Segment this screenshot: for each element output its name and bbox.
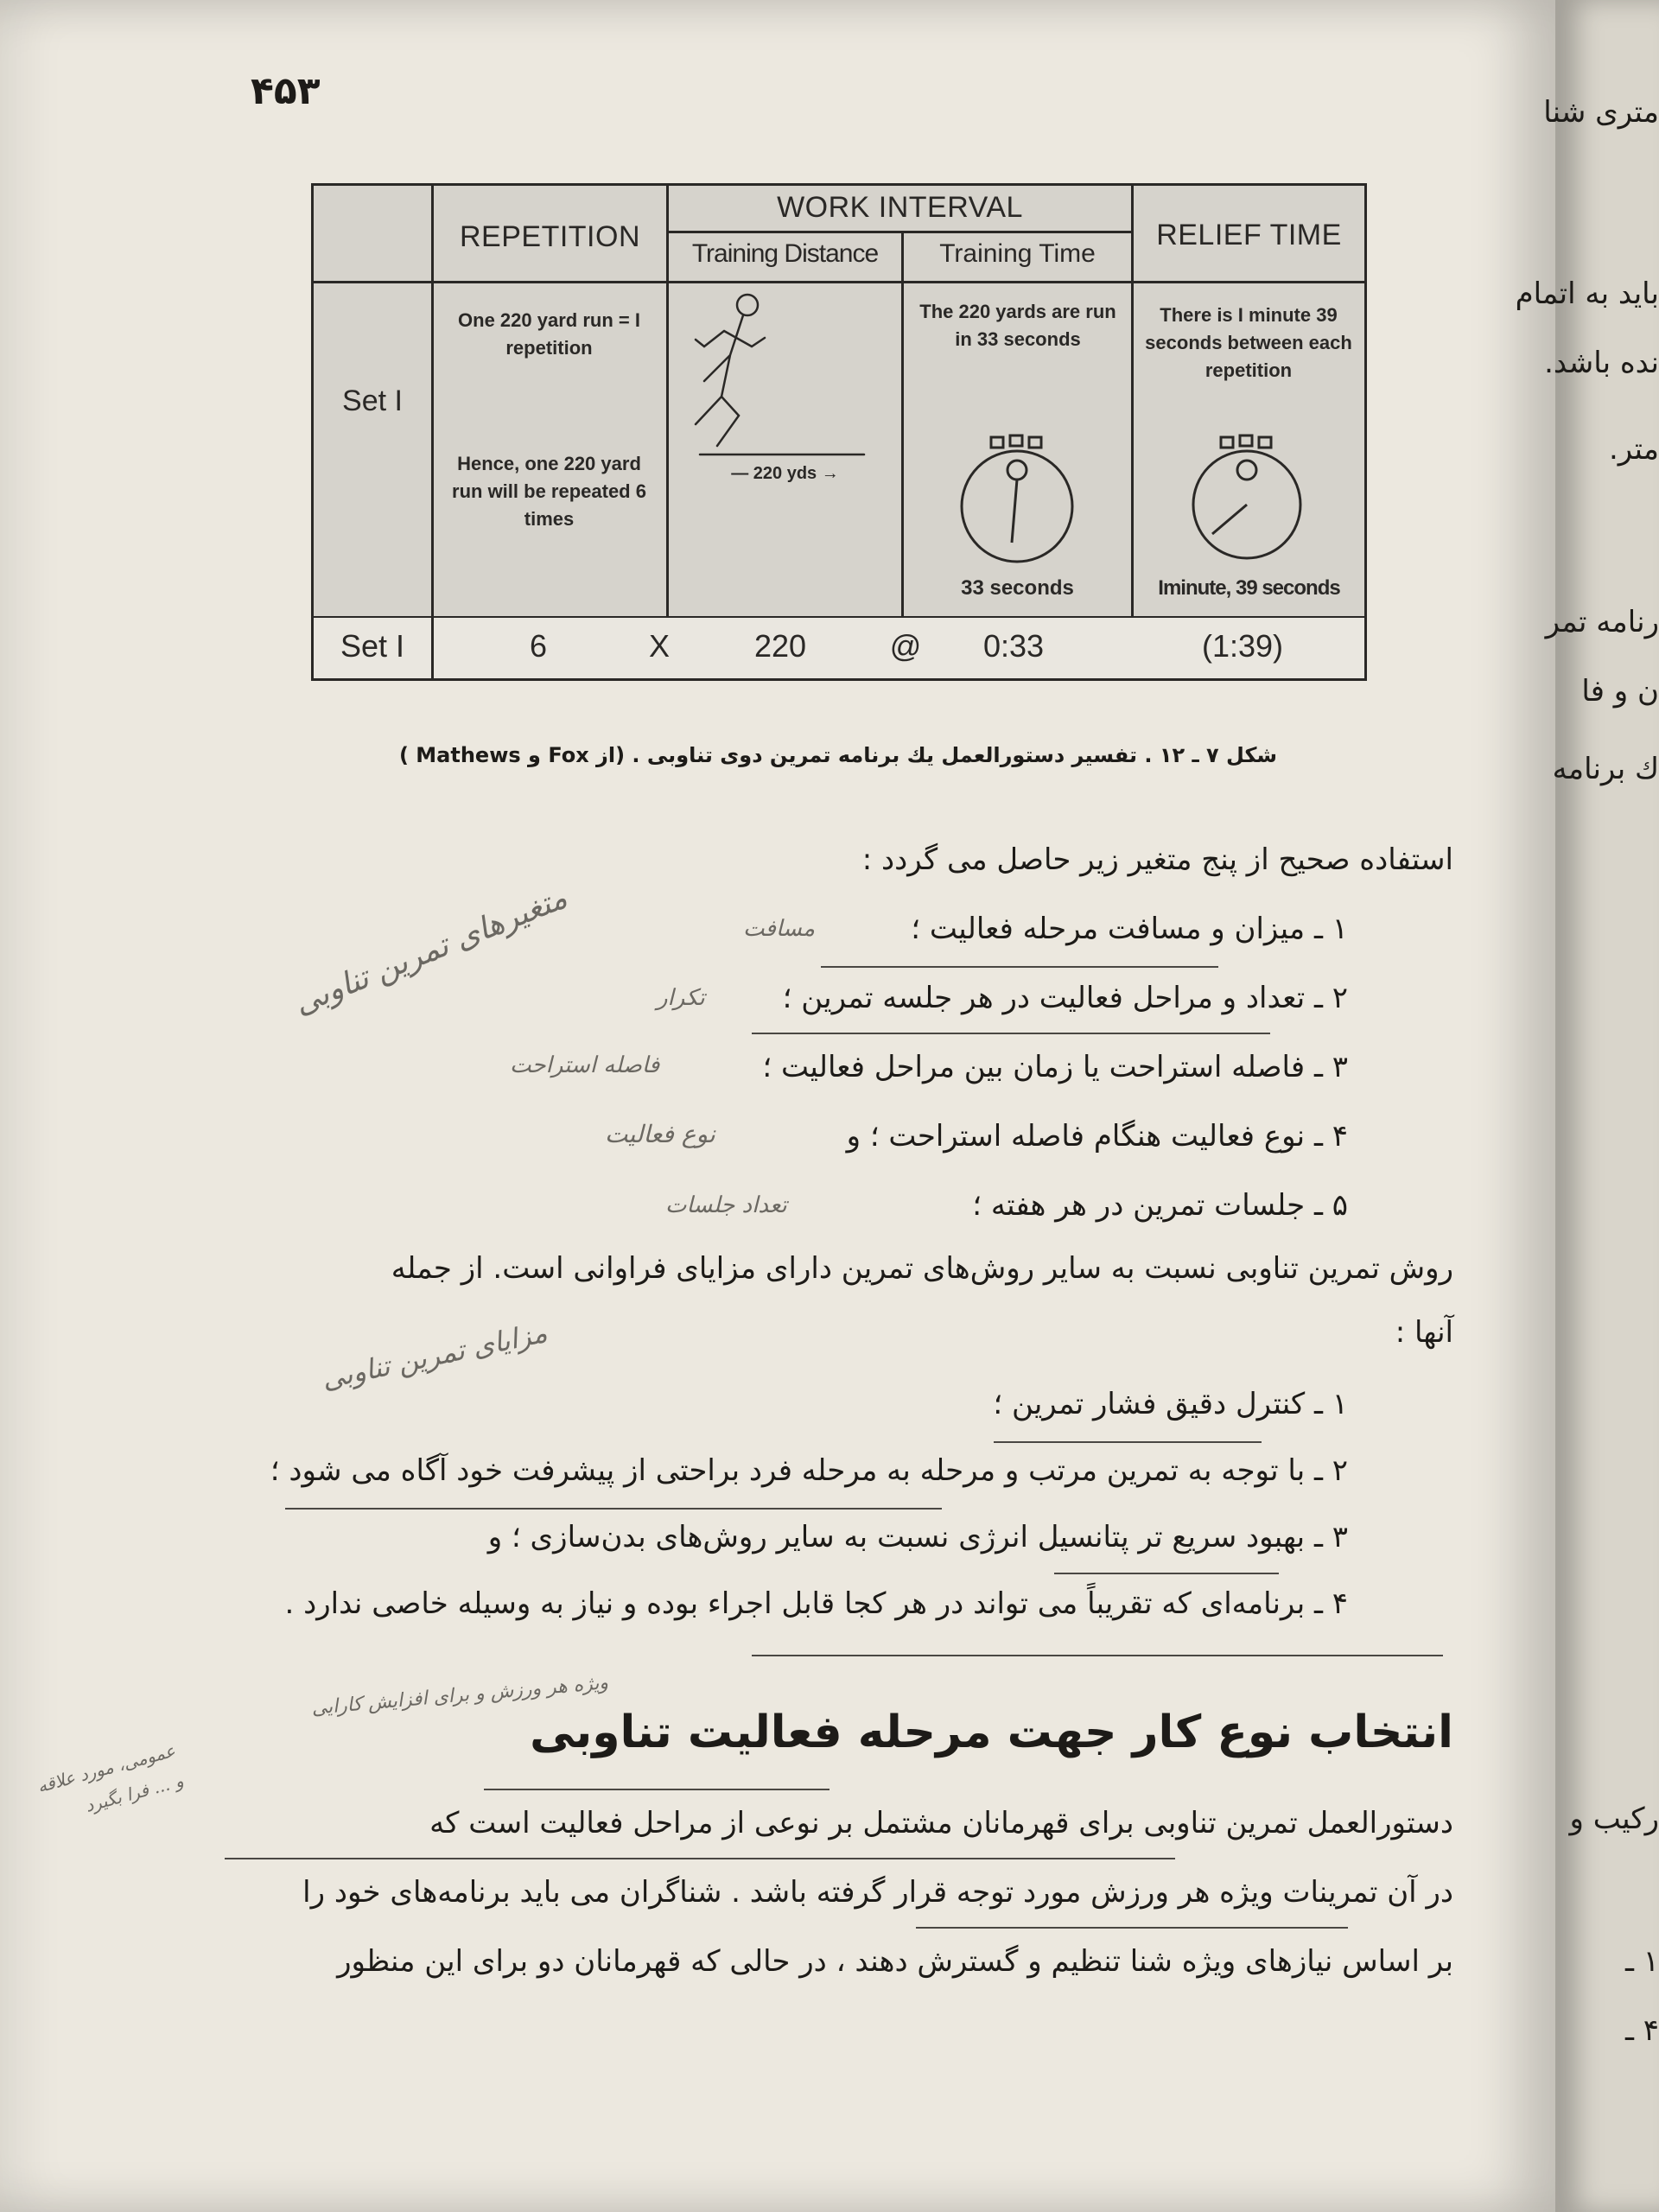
header-relief-time: RELIEF TIME: [1156, 219, 1342, 251]
handwritten-note: فاصله استراحت: [510, 1052, 660, 1078]
advantage-item: ۳ ـ بهبود سریع تر پتانسیل انرژی نسبت به سایر روش‌های بدن‌سازی ؛ و: [487, 1520, 1348, 1554]
pencil-underline: [752, 1655, 1443, 1656]
handwritten-note: ویژه هر ورزش و برای افزایش کارایی: [310, 1672, 609, 1719]
relief-time-value: Iminute, 39 seconds: [1158, 576, 1340, 600]
facing-page-text: متر.: [1608, 432, 1659, 467]
facing-page-text: ۱ ـ: [1624, 1944, 1659, 1979]
header-training-distance: Training Distance: [691, 239, 879, 268]
summary-time: 0:33: [982, 628, 1045, 664]
advantage-item: ۱ ـ کنترل دقیق فشار تمرین ؛: [993, 1387, 1348, 1421]
pencil-underline: [1054, 1573, 1279, 1574]
facing-page: [1515, 0, 1659, 2212]
repetition-text-1: One 220 yard run = I repetition: [458, 309, 640, 359]
pencil-underline: [821, 966, 1218, 968]
relief-time-text: There is I minute 39 seconds between each repetition: [1145, 304, 1352, 381]
advantage-item: ۴ ـ برنامه‌ای که تقریباً می تواند در هر کجا قابل اجراء بوده و نیاز به وسیله خاصی ندارد .: [284, 1586, 1348, 1621]
summary-times: X: [648, 628, 670, 664]
handwritten-note: نوع فعالیت: [605, 1120, 715, 1148]
facing-page-text: رنامه تمر: [1545, 605, 1659, 639]
advantages-intro: روش تمرین تناوبی نسبت به سایر روش‌های تمرین دارای مزایای فراوانی است. از جمله: [391, 1251, 1453, 1286]
variable-item: ۱ ـ میزان و مسافت مرحله فعالیت ؛: [911, 912, 1348, 946]
page-number: ۴۵۳: [251, 69, 321, 113]
advantage-item: ۲ ـ با توجه به تمرین مرتب و مرحله به مرحله فرد براحتی از پیشرفت خود آگاه می شود ؛: [270, 1453, 1348, 1488]
summary-distance: 220: [753, 628, 807, 664]
pencil-underline: [285, 1508, 942, 1510]
summary-relief: (1:39): [1201, 628, 1284, 664]
variable-item: ۴ ـ نوع فعالیت هنگام فاصله استراحت ؛ و: [846, 1119, 1348, 1154]
variable-item: ۲ ـ تعداد و مراحل فعالیت در هر جلسه تمرین ؛: [782, 981, 1348, 1015]
handwritten-note: متغیرهای تمرین تناوبی: [289, 880, 573, 1022]
distance-label: — 220 yds →: [731, 464, 839, 483]
intro-text: استفاده صحیح از پنج متغیر زیر حاصل می گردد :: [861, 842, 1453, 877]
grid-line: [666, 231, 1131, 233]
training-time-text: The 220 yards are run in 33 seconds: [919, 301, 1116, 350]
handwritten-note: تعداد جلسات: [665, 1192, 787, 1218]
pencil-underline: [994, 1441, 1262, 1443]
header-work-interval: WORK INTERVAL: [777, 191, 1023, 224]
set-label: Set I: [342, 385, 403, 417]
facing-page-text: ۴ ـ: [1624, 2013, 1659, 2048]
pencil-underline: [484, 1789, 830, 1790]
handwritten-note: مسافت: [743, 916, 816, 942]
paragraph-line: در آن تمرینات ویژه هر ورزش مورد توجه قرار گرفته باشد . شناگران می باید برنامه‌های خود را: [302, 1875, 1453, 1910]
variable-item: ۳ ـ فاصله استراحت یا زمان بین مراحل فعالیت ؛: [762, 1050, 1348, 1084]
pencil-underline: [225, 1858, 1175, 1859]
header-repetition: REPETITION: [459, 220, 641, 253]
repetition-text-2: Hence, one 220 yard run will be repeated 6 times: [452, 453, 646, 530]
handwritten-note: عمومی، مورد علاقه و ... فرا بگیرد: [35, 1739, 186, 1816]
interval-training-figure: [311, 183, 1367, 681]
section-heading: انتخاب نوع کار جهت مرحله فعالیت تناوبی: [530, 1707, 1453, 1758]
facing-page-text: ك برنامه: [1552, 752, 1659, 786]
header-training-time: Training Time: [939, 239, 1096, 268]
stopwatch-icon: [955, 432, 1084, 570]
summary-set-label: Set I: [340, 628, 405, 664]
handwritten-note: مزایای تمرین تناوبی: [318, 1315, 550, 1396]
facing-page-text: رکیب و: [1569, 1802, 1659, 1836]
stopwatch-icon: [1186, 432, 1316, 570]
facing-page-text: باید به اتمام: [1515, 276, 1659, 311]
summary-at: @: [889, 628, 922, 664]
summary-row: [314, 618, 1364, 678]
pencil-underline: [916, 1927, 1348, 1929]
training-time-value: 33 seconds: [961, 576, 1074, 600]
paragraph-line: بر اساس نیازهای ویژه شنا تنظیم و گسترش دهند ، در حالی که قهرمانان دو برای این منظور: [337, 1944, 1453, 1979]
facing-page-text: متری شنا: [1543, 95, 1659, 130]
grid-line: [314, 281, 1364, 283]
paragraph-line: دستورالعمل تمرین تناوبی برای قهرمانان مشتمل بر نوعی از مراحل فعالیت است که: [429, 1806, 1453, 1840]
grid-line: [431, 186, 434, 678]
runner-icon: [670, 286, 899, 519]
facing-page-text: ن و فا: [1581, 674, 1659, 709]
summary-reps: 6: [529, 628, 548, 664]
facing-page-text: نده باشد.: [1544, 346, 1659, 380]
variable-item: ۵ ـ جلسات تمرین در هر هفته ؛: [972, 1188, 1348, 1223]
advantages-intro-cont: آنها :: [1395, 1315, 1453, 1350]
pencil-underline: [752, 1033, 1270, 1034]
handwritten-note: تکرار: [657, 985, 705, 1011]
grid-line: [901, 231, 904, 620]
figure-caption: شکل ۷ ـ ۱۲ . تفسیر دستورالعمل یك برنامه تمرین دوی تناوبی . (از Fox و Mathews ): [398, 743, 1278, 767]
grid-line: [431, 618, 434, 678]
